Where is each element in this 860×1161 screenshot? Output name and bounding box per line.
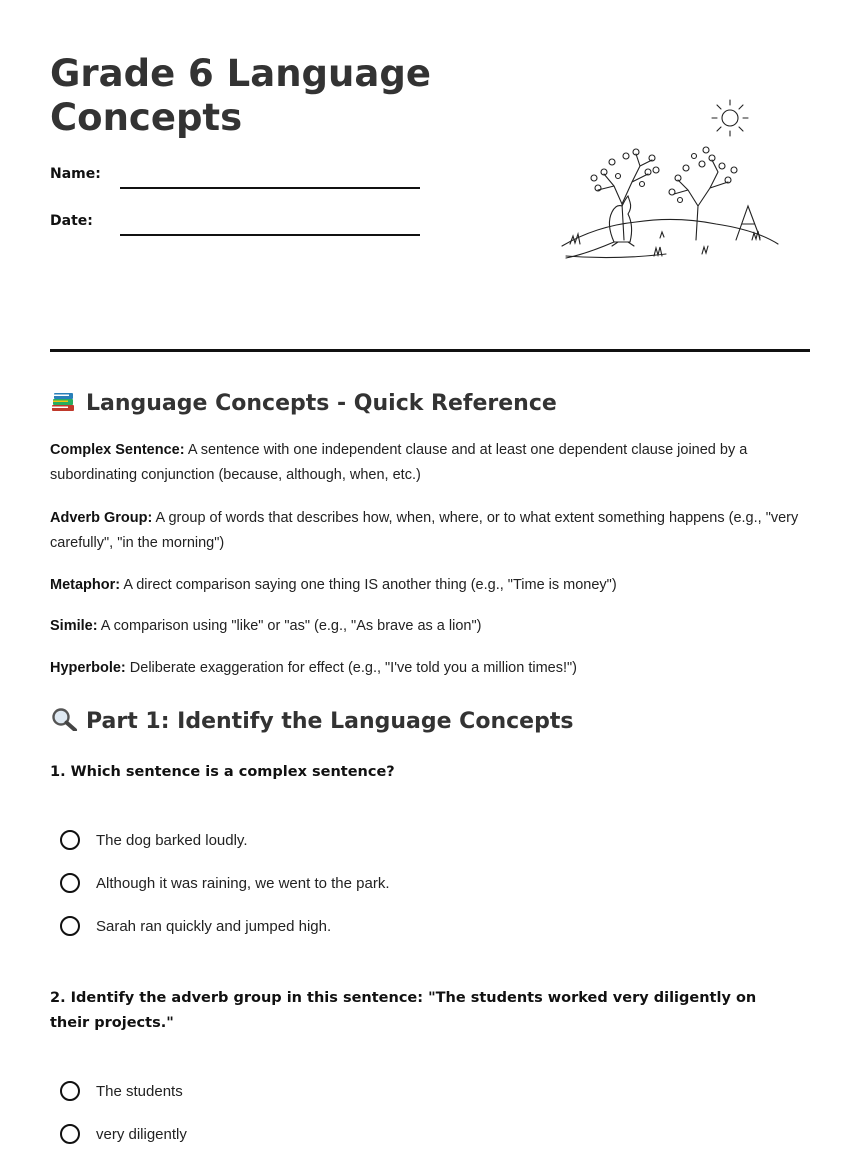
q1-option-b[interactable]: [60, 870, 390, 896]
definition-text: A sentence with one independent clause and at least one dependent clause joined by a subordinating conjunction (because, although, when, etc.): [50, 442, 748, 483]
definition-text: A comparison using "like" or "as" (e.g., "As brave as a lion"): [100, 618, 482, 634]
reference-heading-text: Language Concepts - Quick Reference: [86, 391, 557, 416]
definition-adverb-group: [50, 506, 810, 556]
definition-metaphor: [50, 573, 810, 598]
date-field[interactable]: [120, 234, 420, 236]
term-label: Simile:: [50, 618, 98, 634]
definition-simile: [50, 614, 810, 639]
part1-heading: [50, 707, 573, 737]
definition-text: A direct comparison saying one thing IS another thing (e.g., "Time is money"): [123, 577, 617, 593]
question-1: 1. Which sentence is a complex sentence?: [50, 764, 395, 780]
books-icon: [50, 389, 78, 413]
worksheet-title: Grade 6 Language Concepts: [50, 52, 431, 139]
name-field[interactable]: [120, 187, 420, 189]
header-divider: [50, 349, 810, 352]
radio-button[interactable]: [60, 873, 80, 893]
date-label: Date:: [50, 213, 93, 229]
option-label: very diligently: [96, 1125, 187, 1143]
term-label: Metaphor:: [50, 577, 121, 593]
option-label: The students: [96, 1082, 183, 1100]
definition-text: Deliberate exaggeration for effect (e.g., "I've told you a million times!"): [129, 660, 577, 676]
option-label: Sarah ran quickly and jumped high.: [96, 917, 332, 935]
radio-button[interactable]: [60, 1081, 80, 1101]
definition-text: A group of words that describes how, when, where, or to what extent something happens (e.g., "very carefully", "in the morning"): [50, 510, 799, 551]
q1-option-c[interactable]: [60, 913, 331, 939]
option-label: The dog barked loudly.: [96, 831, 248, 849]
term-label: Adverb Group:: [50, 510, 153, 526]
part1-heading-text: Part 1: Identify the Language Concepts: [86, 709, 574, 734]
q2-option-b[interactable]: [60, 1121, 187, 1147]
reference-heading: [50, 389, 557, 419]
option-label: Although it was raining, we went to the park.: [96, 874, 390, 892]
name-label: Name:: [50, 166, 101, 182]
radio-button[interactable]: [60, 1124, 80, 1144]
q1-option-a[interactable]: [60, 827, 248, 853]
q2-option-a[interactable]: [60, 1078, 183, 1104]
definition-complex-sentence: [50, 438, 810, 488]
magnifying-glass-icon: [50, 707, 78, 731]
radio-button[interactable]: [60, 916, 80, 936]
kangaroo-and-trees-illustration: [556, 94, 782, 266]
term-label: Hyperbole:: [50, 660, 126, 676]
definition-hyperbole: [50, 656, 810, 681]
term-label: Complex Sentence:: [50, 442, 185, 458]
question-2: 2. Identify the adverb group in this sentence: "The students worked very diligently on their projects.": [50, 990, 757, 1031]
radio-button[interactable]: [60, 830, 80, 850]
